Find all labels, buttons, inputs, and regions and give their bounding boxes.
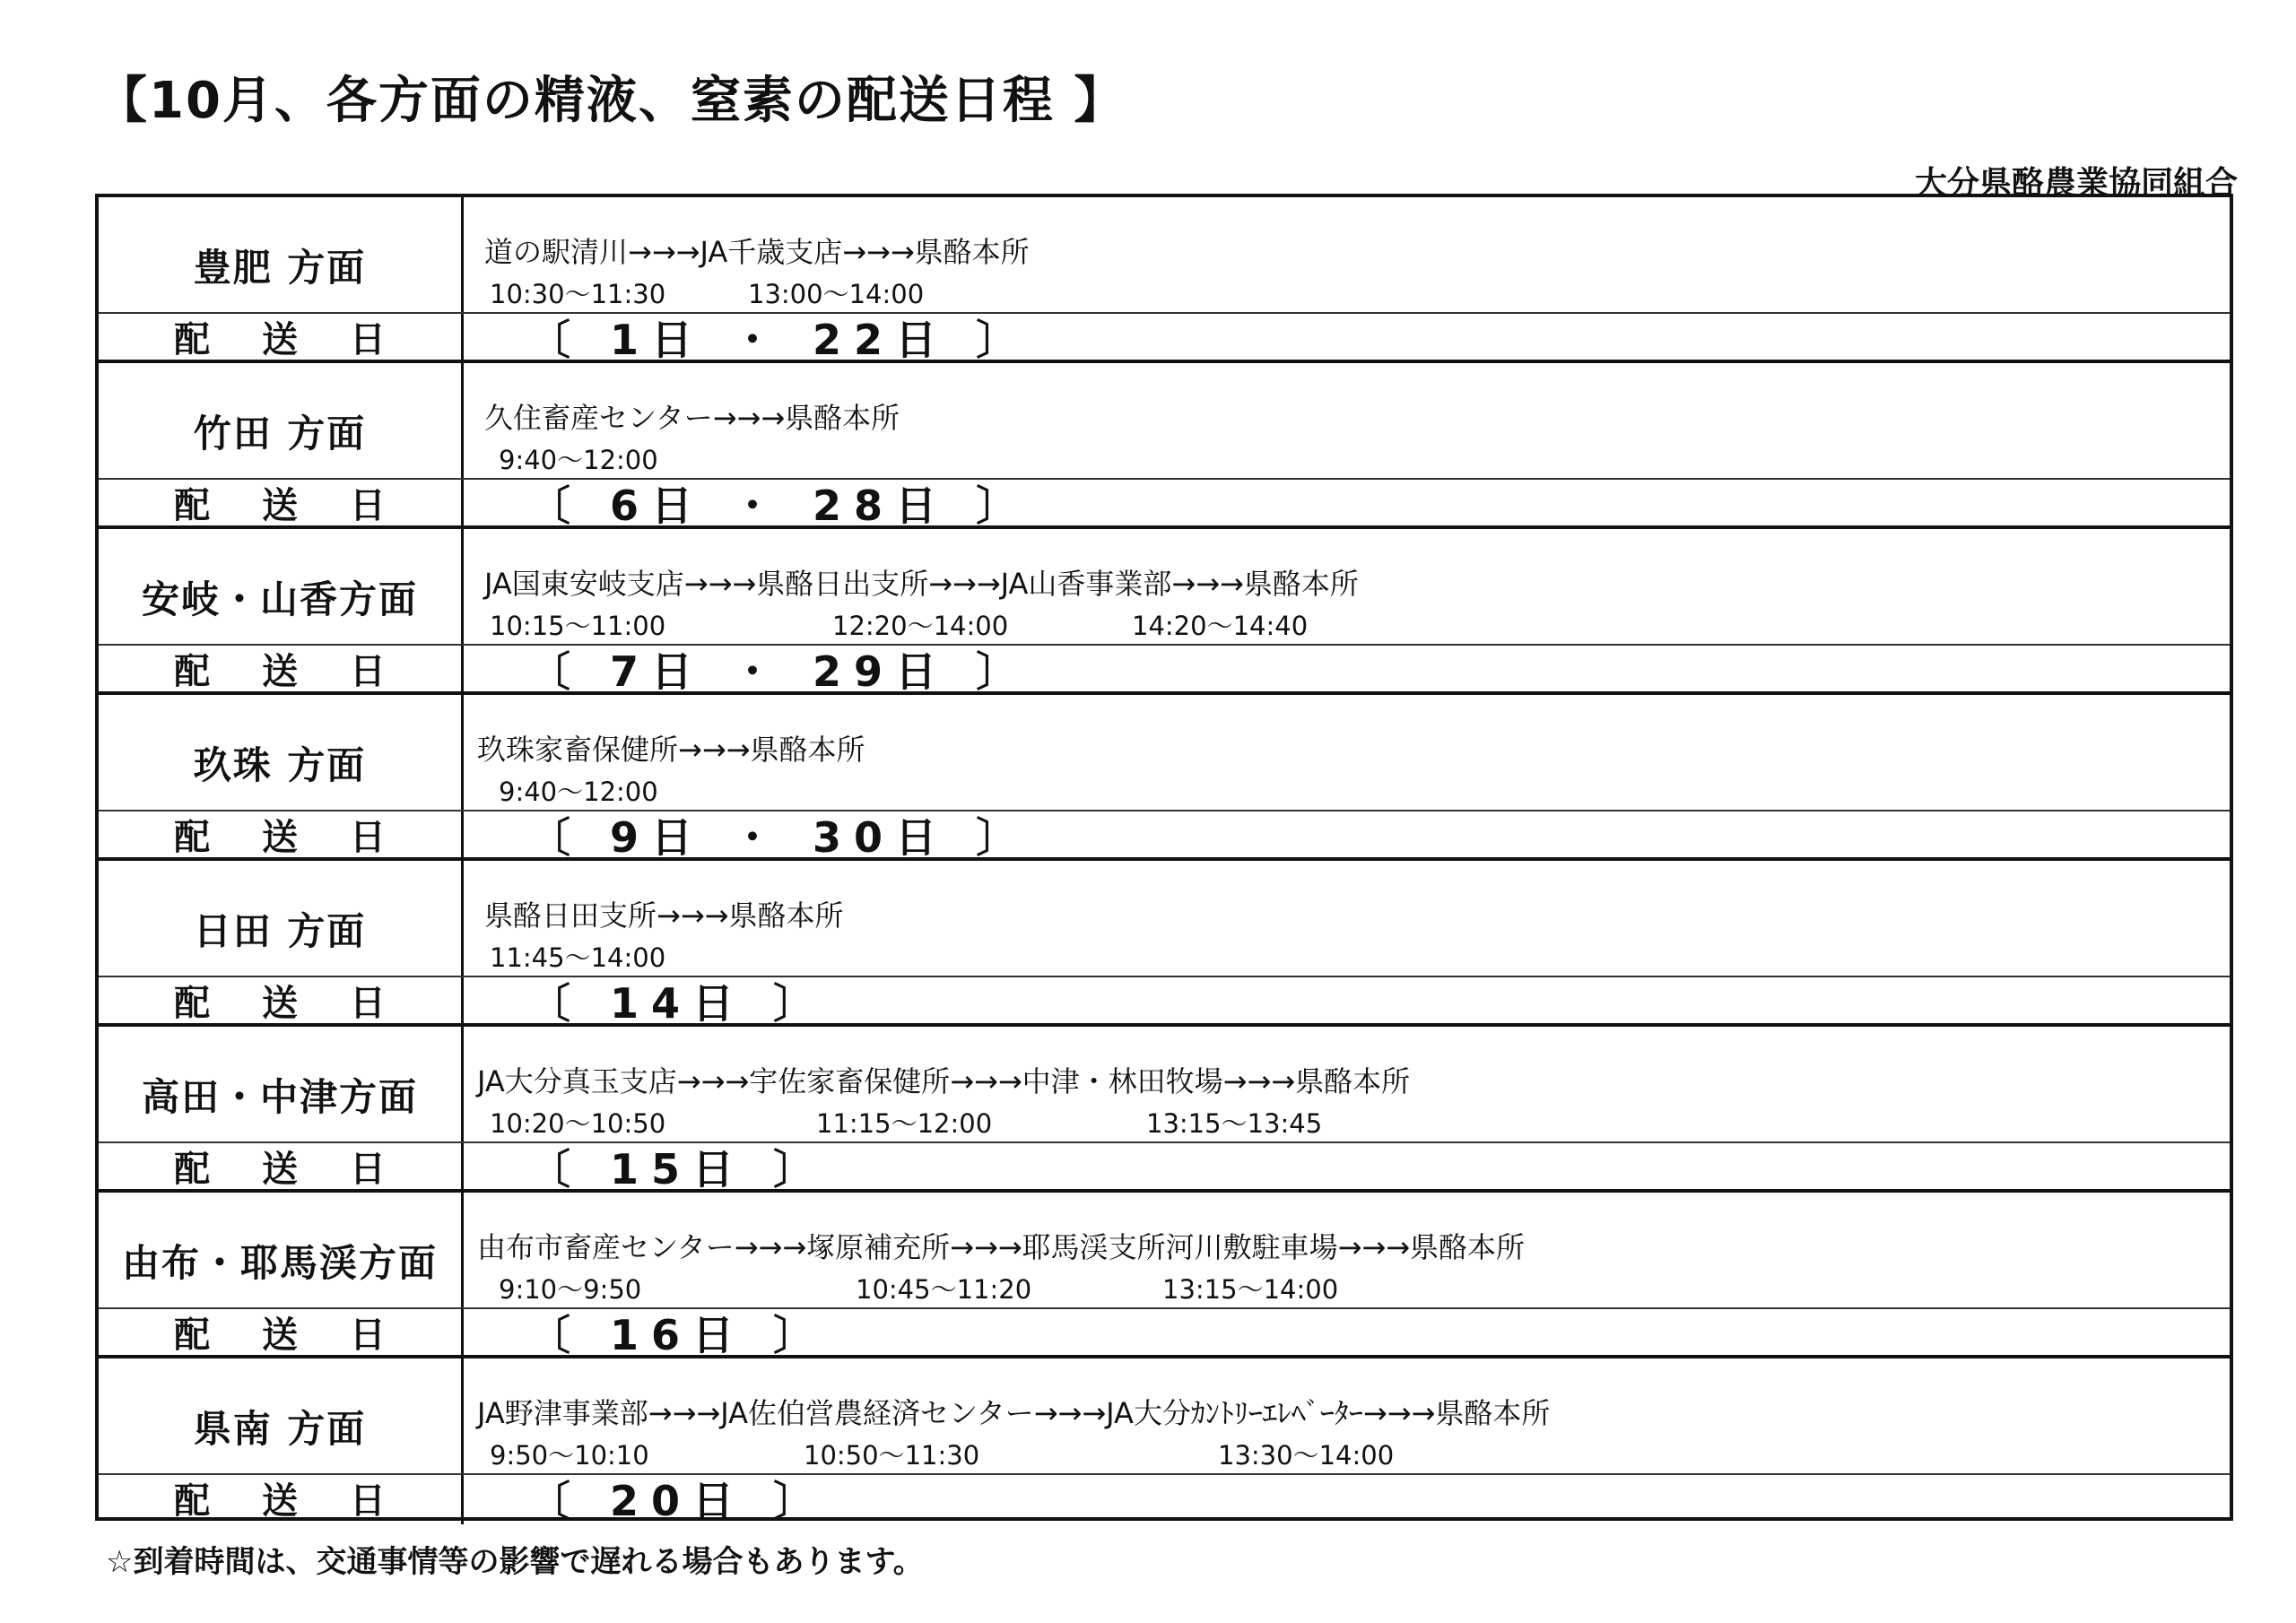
arrival-time: 10:20～10:50 [490,1108,666,1139]
arrival-times [99,938,2230,973]
schedule-row [99,695,2230,861]
arrival-times [99,440,2230,473]
schedule-table [95,194,2233,1525]
area-name: 竹田 方面 [193,412,367,456]
delivery-dates: 〔 6日 ・ 28日 〕 [529,482,1031,530]
area-name: 由布・耶馬渓方面 [121,1241,438,1285]
footnote: ☆到着時間は、交通事情等の影響で遅れる場合もあります。 [106,1544,924,1580]
arrival-times [99,1270,2230,1305]
arrival-time: 10:15～11:00 [490,611,666,641]
delivery-day-label: 配 送 日 [174,651,405,692]
schedule-row [99,1193,2230,1358]
delivery-day-label: 配 送 日 [174,1480,405,1522]
area-name: 玖珠 方面 [193,743,367,787]
arrival-time: 13:15～13:45 [1146,1108,1323,1139]
delivery-dates: 〔 9日 ・ 30日 〕 [529,813,1031,862]
route-text: 玖珠家畜保健所→→→県酪本所 [477,733,865,767]
schedule-row [99,861,2230,1027]
delivery-dates: 〔 16日 〕 [529,1311,828,1359]
area-name: 県南 方面 [193,1407,367,1451]
delivery-dates: 〔 1日 ・ 22日 〕 [529,316,1031,364]
route-text: JA国東安岐支店→→→県酪日出支所→→→JA山香事業部→→→県酪本所 [484,567,1359,601]
arrival-time: 14:20～14:40 [1132,611,1309,641]
delivery-day-label: 配 送 日 [174,817,405,858]
route-text: 久住畜産センター→→→県酪本所 [484,401,900,435]
schedule-row [99,197,2230,363]
arrival-time: 10:45～11:20 [856,1274,1032,1305]
route-text: JA大分真玉支店→→→宇佐家畜保健所→→→中津・林田牧場→→→県酪本所 [477,1064,1411,1098]
arrival-times [99,606,2230,641]
schedule-row [99,529,2230,695]
delivery-dates: 〔 20日 〕 [529,1477,828,1525]
arrival-time: 11:45～14:00 [490,942,666,973]
arrival-time: 9:40～12:00 [499,777,658,807]
arrival-times [99,274,2230,307]
page-title: 【10月、各方面の精液、窒素の配送日程 】 [97,72,1126,130]
schedule-row [99,1358,2230,1524]
arrival-time: 13:00～14:00 [748,279,925,309]
arrival-time: 9:10～9:50 [499,1274,642,1305]
delivery-day-label: 配 送 日 [174,983,405,1024]
route-text: 道の駅清川→→→JA千歳支店→→→県酪本所 [484,235,1030,269]
delivery-dates: 〔 15日 〕 [529,1145,828,1193]
area-name: 安岐・山香方面 [141,577,418,621]
area-name: 高田・中津方面 [141,1075,418,1119]
arrival-time: 9:40～12:00 [499,445,658,475]
area-name: 豊肥 方面 [193,246,367,290]
arrival-time: 10:30～11:30 [490,279,666,309]
arrival-times [99,772,2230,807]
delivery-dates: 〔 14日 〕 [529,979,828,1028]
schedule-row [99,1027,2230,1193]
delivery-day-label: 配 送 日 [174,1149,405,1190]
delivery-day-label: 配 送 日 [174,485,405,526]
arrival-times [99,1436,2230,1471]
route-text: 由布市畜産センター→→→塚原補充所→→→耶馬渓支所河川敷駐車場→→→県酪本所 [477,1230,1526,1264]
arrival-time: 12:20～14:00 [832,611,1009,641]
area-name: 日田 方面 [193,909,367,953]
arrival-time: 10:50～11:30 [804,1440,980,1471]
arrival-time: 13:30～14:00 [1218,1440,1395,1471]
delivery-dates: 〔 7日 ・ 29日 〕 [529,647,1031,696]
arrival-time: 9:50～10:10 [490,1440,649,1471]
delivery-day-label: 配 送 日 [174,1315,405,1356]
schedule-row [99,363,2230,529]
arrival-time: 13:15～14:00 [1162,1274,1339,1305]
organization-name: 大分県酪農業協同組合 [1914,165,2238,202]
arrival-time: 11:15～12:00 [816,1108,993,1139]
route-text: 県酪日田支所→→→県酪本所 [484,898,844,933]
delivery-day-label: 配 送 日 [174,319,405,360]
arrival-times [99,1104,2230,1139]
route-text: JA野津事業部→→→JA佐伯営農経済センター→→→JA大分ｶﾝﾄﾘｰｴﾚﾍﾞｰﾀｰ→→→県酪本所 [477,1396,1551,1430]
